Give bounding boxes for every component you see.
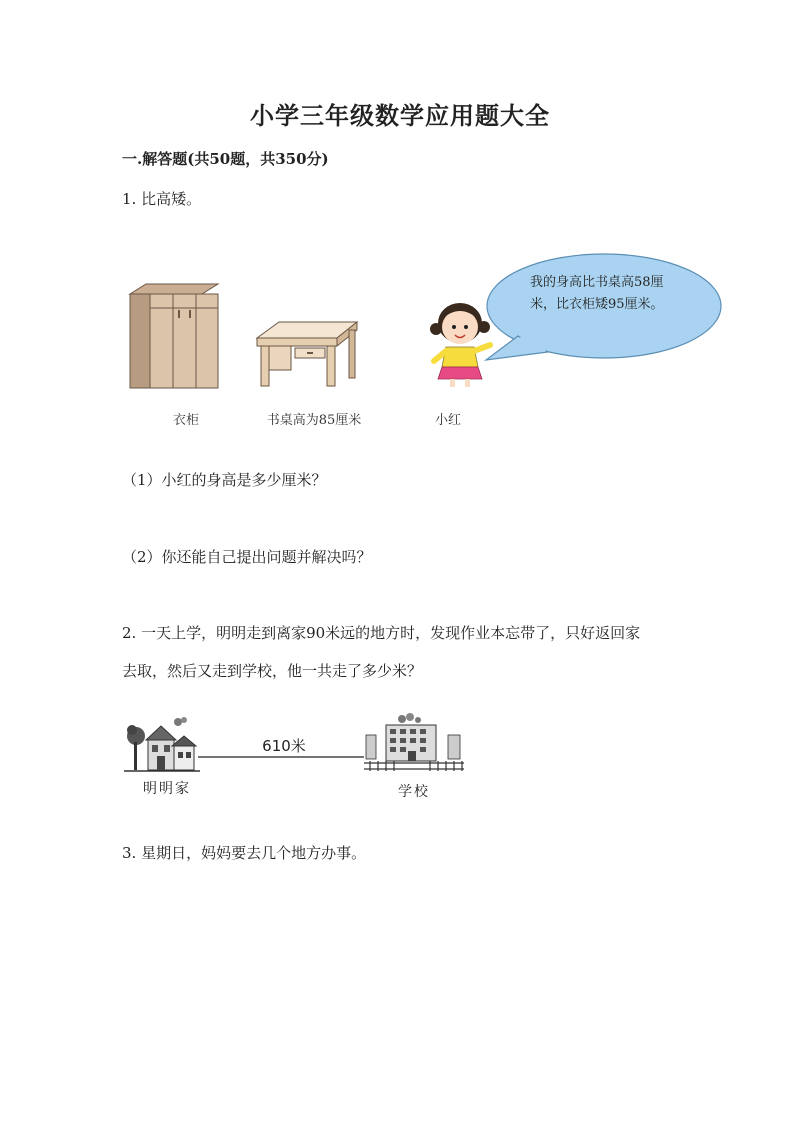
question-1-sub-1: （1）小红的身高是多少厘米？ [122, 471, 327, 489]
school-label: 学校 [398, 784, 430, 800]
section-heading: 一.解答题(共50题，共350分) [122, 150, 329, 168]
page-title: 小学三年级数学应用题大全 [250, 101, 550, 130]
girl-illustration [424, 295, 500, 391]
caption-wardrobe: 衣柜 [172, 413, 199, 428]
caption-girl: 小红 [434, 413, 461, 428]
desk-illustration [253, 318, 361, 390]
speech-line-2: 米，比衣柜矮95厘米。 [530, 297, 664, 312]
question-2-line-1: 2. 一天上学，明明走到离家90米远的地方时，发现作业本忘带了，只好返回家 [122, 624, 641, 642]
question-3-stem: 3. 星期日，妈妈要去几个地方办事。 [122, 844, 367, 862]
question-1-stem: 1. 比高矮。 [122, 190, 202, 208]
wardrobe-illustration [126, 282, 221, 390]
distance-label: 610米 [262, 737, 306, 755]
speech-bubble-text [530, 272, 664, 316]
question-1-sub-2: （2）你还能自己提出问题并解决吗？ [122, 548, 372, 566]
school-illustration [362, 713, 466, 775]
question-2-line-2: 去取，然后又走到学校，他一共走了多少米？ [122, 662, 423, 680]
home-illustration [124, 716, 200, 774]
speech-line-1: 我的身高比书桌高58厘 [530, 275, 664, 290]
caption-desk: 书桌高为85厘米 [266, 413, 362, 428]
home-label: 明明家 [143, 781, 191, 797]
